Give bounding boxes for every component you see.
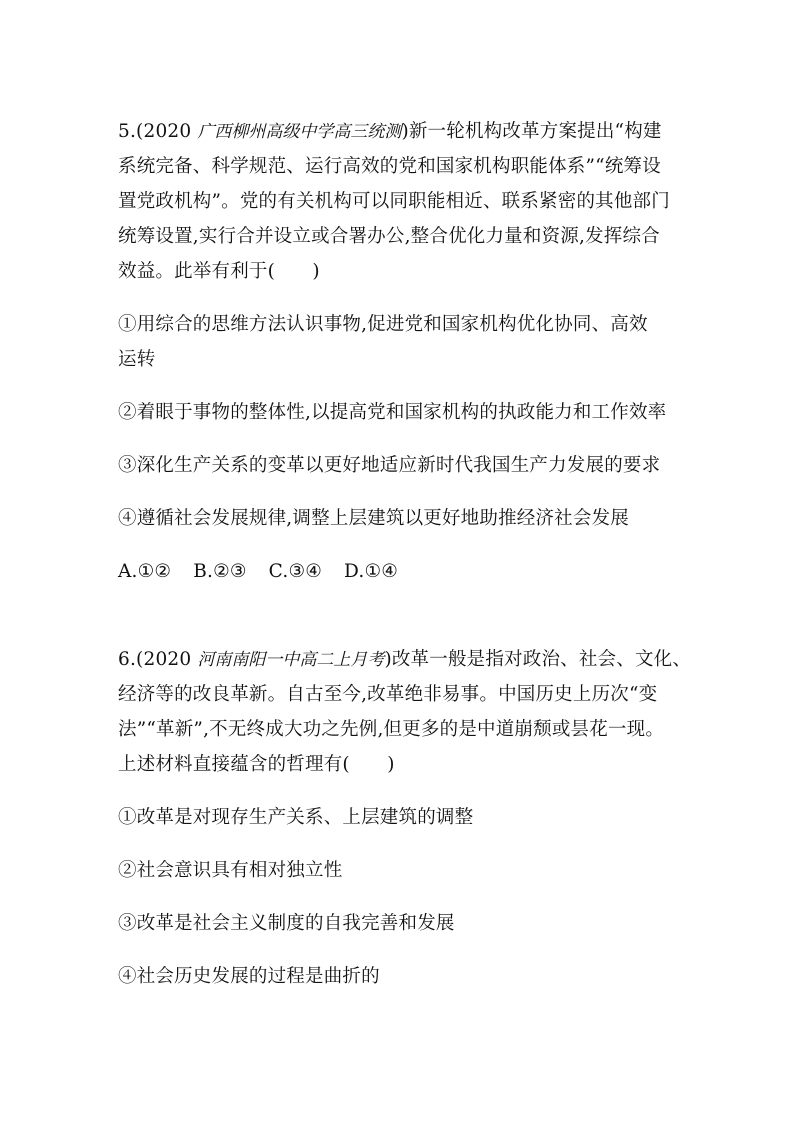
question-6-stem-text: )改革一般是指对政治、社会、文化、	[384, 649, 692, 670]
question-5-option-4: ④遵循社会发展规律,调整上层建筑以更好地助推经济社会发展	[118, 508, 629, 529]
question-5-stem-line-5: 效益。此举有利于( )	[118, 261, 320, 282]
question-5-option-1: ①用综合的思维方法认识事物,促进党和国家机构优化协同、高效	[118, 314, 648, 335]
question-5-stem-line-3: 置党政机构”。党的有关机构可以同职能相近、联系紧密的其他部门	[118, 191, 670, 212]
question-5	[118, 114, 678, 589]
question-5-stem-text: )新一轮机构改革方案提出“构建	[401, 121, 662, 142]
question-6-option-2: ②社会意识具有相对独立性	[118, 860, 343, 881]
question-5-option-1-cont: 运转	[118, 349, 156, 370]
question-6-option-4: ④社会历史发展的过程是曲折的	[118, 966, 380, 987]
question-6	[118, 642, 692, 994]
question-5-number: 5.(2020	[118, 121, 198, 142]
question-6-stem-line-3: 法”“革新”,不无终成大功之先例,但更多的是中道崩颓或昙花一现。	[118, 719, 665, 740]
question-6-stem-line-1	[118, 642, 692, 677]
question-6-stem-line-4: 上述材料直接蕴含的哲理有( )	[118, 754, 395, 775]
question-6-source: 河南南阳一中高二上月考	[197, 650, 385, 670]
choice-b: B.②③	[193, 561, 247, 582]
question-5-stem-line-4: 统筹设置,实行合并设立或合署办公,整合优化力量和资源,发挥综合	[118, 226, 660, 247]
question-5-option-2: ②着眼于事物的整体性,以提高党和国家机构的执政能力和工作效率	[118, 402, 667, 423]
choice-c: C.③④	[268, 561, 323, 582]
question-6-stem-line-2: 经济等的改良革新。自古至今,改革绝非易事。中国历史上历次“变	[118, 684, 658, 705]
question-5-choices	[118, 554, 678, 589]
question-6-option-1: ①改革是对现存生产关系、上层建筑的调整	[118, 807, 474, 828]
question-5-source: 广西柳州高级中学高三统测	[197, 122, 402, 142]
question-6-option-3: ③改革是社会主义制度的自我完善和发展	[118, 913, 455, 934]
choice-a: A.①②	[118, 561, 172, 582]
question-5-option-3: ③深化生产关系的变革以更好地适应新时代我国生产力发展的要求	[118, 455, 661, 476]
question-6-number: 6.(2020	[118, 649, 198, 670]
question-5-stem-line-1	[118, 114, 678, 149]
question-5-stem-line-2: 系统完备、科学规范、运行高效的党和国家机构职能体系”“统筹设	[118, 156, 661, 177]
choice-d: D.①④	[344, 561, 399, 582]
